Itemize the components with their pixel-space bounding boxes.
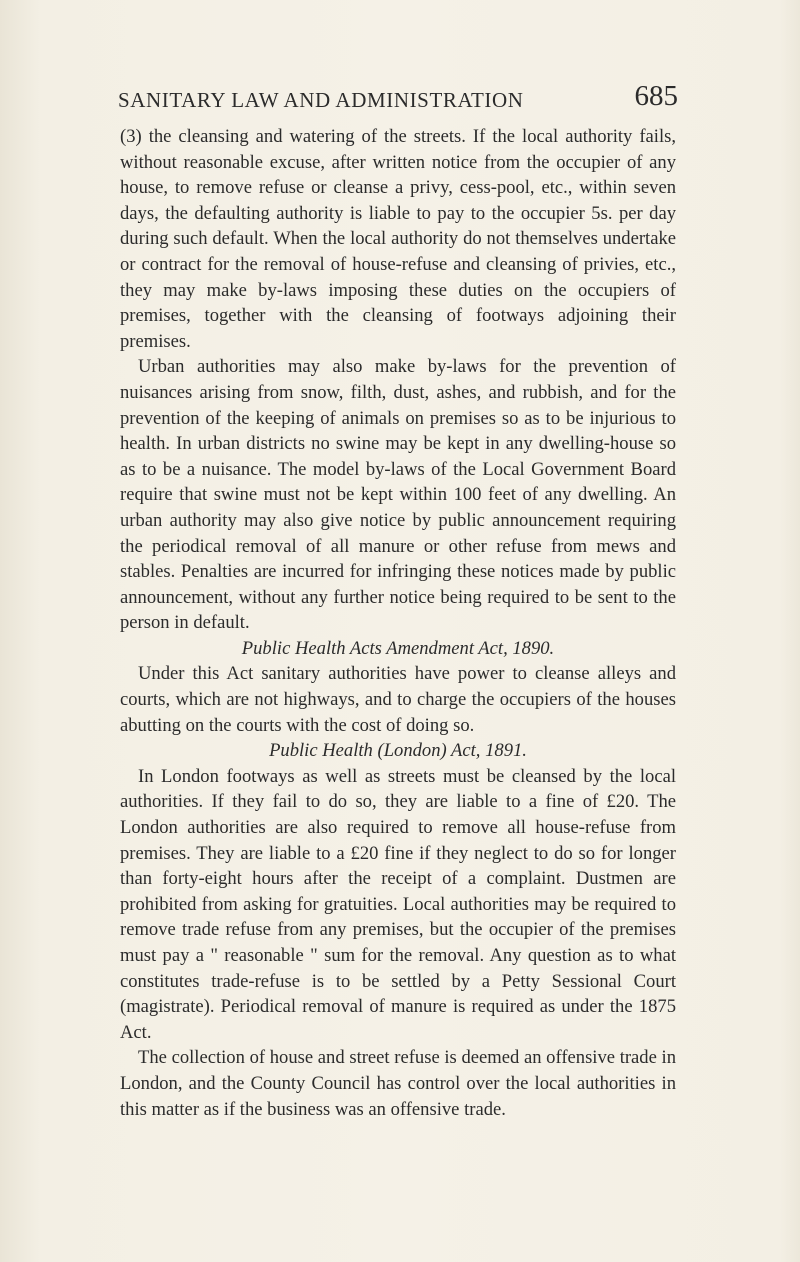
running-head: SANITARY LAW AND ADMINISTRATION [118,88,524,112]
section-heading-amendment-act: Public Health Acts Amendment Act, 1890. [241,637,555,659]
paragraph-offensive-trade: The collection of house and street refuse is deemed an offensive trade in London, and the County Council has control over the local authorities in this matter as if the business was an offensive trade. [120,1047,676,1120]
page-header [118,80,678,120]
page-number: 685 [634,80,678,112]
paragraph-cleansing-streets: (3) the cleansing and watering of the streets. If the local authority fails, without reasonable excuse, after written notice from the occupier of any house, to remove refuse or cleanse a privy, cess-pool, etc., within seven days, the defaulting authority is liable to pay to the occupier 5s. per day during such default. When the local authority do not themselves undertake or contract for the removal of house-refuse and cleansing of privies, etc., they may make by-laws imposing these duties on the occupiers of premises, together with the cleansing of footways adjoining their premises. [120,126,676,352]
paragraph-london-footways: In London footways as well as streets must be cleansed by the local authorities. If they fail to do so, they are liable to a fine of £20. The London authorities are also required to remove all house-refuse from premises. They are liable to a £20 fine if they neglect to do so for longer than forty-eight hours after the receipt of a complaint. Dustmen are prohibited from asking for gratuities. Local authorities may be required to remove trade refuse from any premises, but the occupier of the premises must pay a " reasonable " sum for the removal. Any question as to what constitutes trade-refuse is to be settled by a Petty Sessional Court (magistrate). Periodical removal of manure is required as under the 1875 Act. [120,765,676,1043]
paragraph-alleys-courts: Under this Act sanitary authorities have power to cleanse alleys and courts, which are not highways, and to charge the occupiers of the houses abutting on the courts with the cost of doing so. [120,663,676,736]
section-heading-london-act: Public Health (London) Act, 1891. [269,740,527,762]
body-text [120,124,676,1122]
paragraph-urban-bylaws: Urban authorities may also make by-laws for the prevention of nuisances arising from snow, filth, dust, ashes, and rubbish, and for the prevention of the keeping of animals on premises so as to be injurious to health. In urban districts no swine may be kept in any dwelling-house so as to be a nuisance. The model by-laws of the Local Government Board require that swine must not be kept within 100 feet of any dwelling. An urban authority may also give notice by public announcement requiring the periodical removal of all manure or other refuse from mews and stables. Penalties are incurred for infringing these notices made by public announcement, without any further notice being required to be sent to the person in default. [120,356,676,634]
